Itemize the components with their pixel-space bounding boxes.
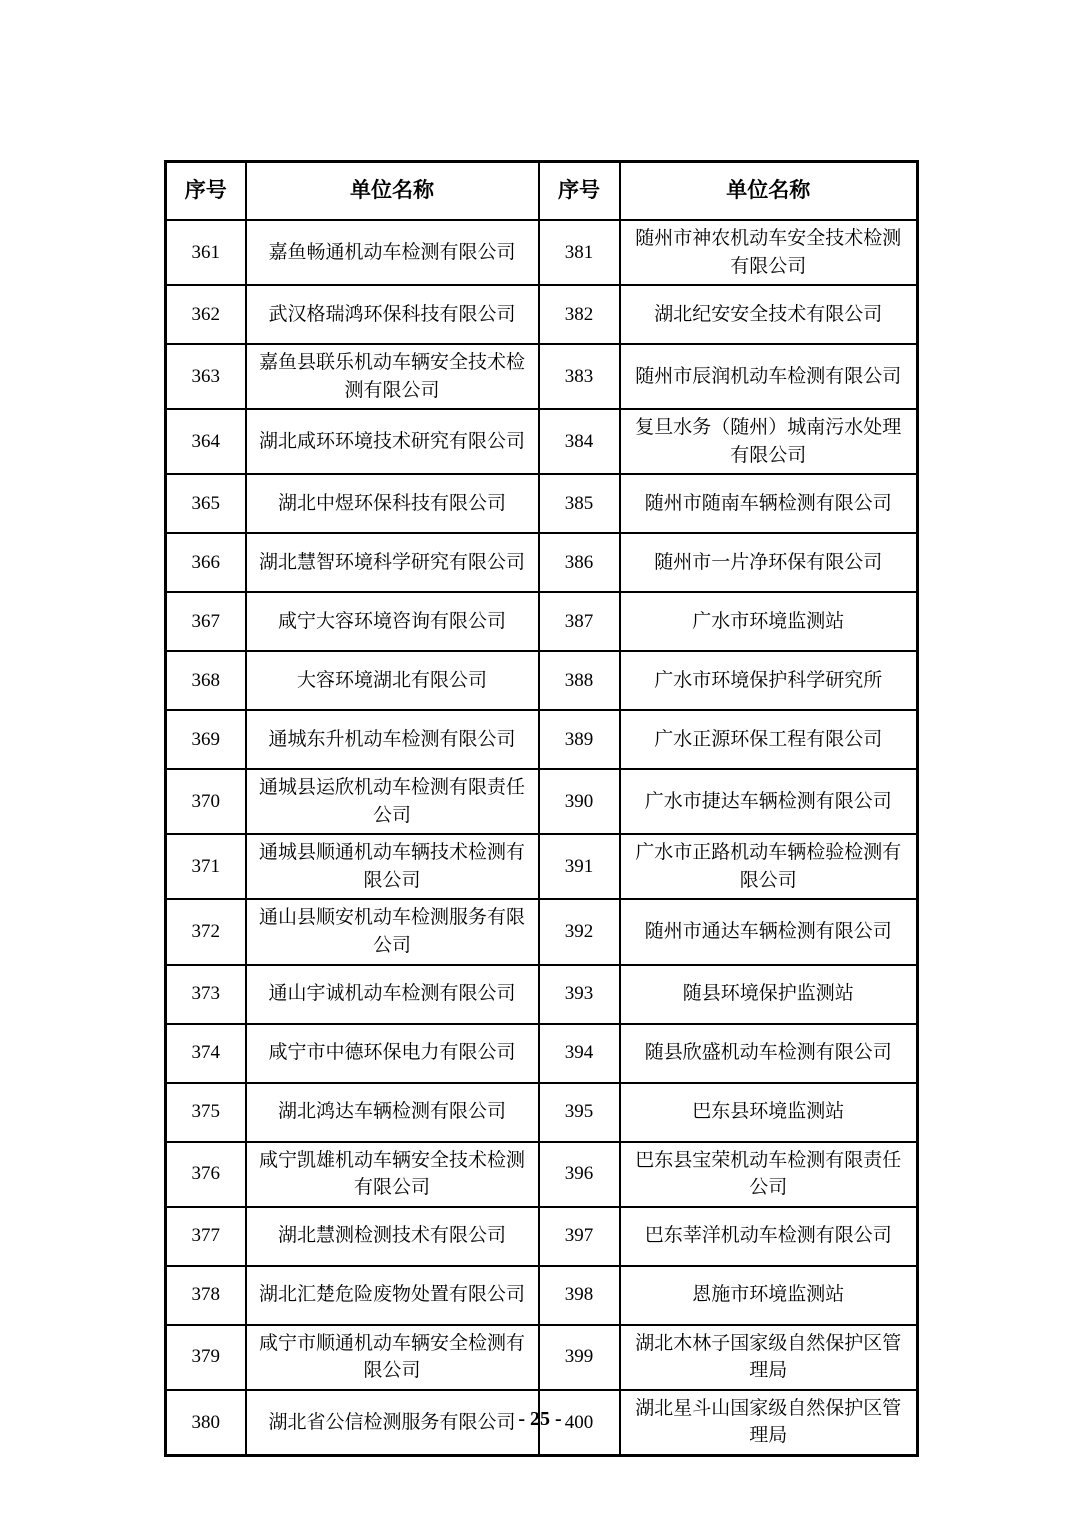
serial-number-cell: 386 <box>539 533 620 592</box>
unit-name-cell: 湖北纪安安全技术有限公司 <box>620 285 918 344</box>
serial-number-cell: 377 <box>166 1207 246 1266</box>
unit-name-cell: 湖北汇楚危险废物处置有限公司 <box>246 1266 539 1325</box>
unit-name-cell: 广水正源环保工程有限公司 <box>620 710 918 769</box>
table-row <box>166 1142 918 1207</box>
serial-number-cell: 390 <box>539 769 620 834</box>
footer-page-number: - 25 - <box>518 1408 562 1430</box>
header-unit-name-right: 单位名称 <box>620 162 918 221</box>
table-row <box>166 220 918 285</box>
table-row <box>166 1083 918 1142</box>
serial-number-cell: 382 <box>539 285 620 344</box>
unit-name-cell: 通城县顺通机动车辆技术检测有限公司 <box>246 834 539 899</box>
serial-number-cell: 370 <box>166 769 246 834</box>
table-row <box>166 651 918 710</box>
unit-name-cell: 巴东县宝荣机动车检测有限责任公司 <box>620 1142 918 1207</box>
header-row <box>166 162 918 221</box>
serial-number-cell: 372 <box>166 899 246 964</box>
serial-number-cell: 371 <box>166 834 246 899</box>
unit-name-cell: 咸宁大容环境咨询有限公司 <box>246 592 539 651</box>
unit-name-cell: 随县环境保护监测站 <box>620 965 918 1024</box>
serial-number-cell: 379 <box>166 1325 246 1390</box>
unit-name-cell: 广水市环境保护科学研究所 <box>620 651 918 710</box>
unit-name-cell: 咸宁市中德环保电力有限公司 <box>246 1024 539 1083</box>
table-row <box>166 285 918 344</box>
table-row <box>166 1024 918 1083</box>
unit-name-cell: 随州市辰润机动车检测有限公司 <box>620 344 918 409</box>
table-row <box>166 474 918 533</box>
unit-name-cell: 巴东县环境监测站 <box>620 1083 918 1142</box>
serial-number-cell: 391 <box>539 834 620 899</box>
unit-name-cell: 嘉鱼畅通机动车检测有限公司 <box>246 220 539 285</box>
unit-name-cell: 广水市正路机动车辆检验检测有限公司 <box>620 834 918 899</box>
unit-name-cell: 咸宁凯雄机动车辆安全技术检测有限公司 <box>246 1142 539 1207</box>
unit-name-cell: 湖北慧智环境科学研究有限公司 <box>246 533 539 592</box>
unit-name-cell: 通城县运欣机动车检测有限责任公司 <box>246 769 539 834</box>
serial-number-cell: 362 <box>166 285 246 344</box>
unit-name-cell: 随州市通达车辆检测有限公司 <box>620 899 918 964</box>
table-row <box>166 533 918 592</box>
header-unit-name-left: 单位名称 <box>246 162 539 221</box>
serial-number-cell: 366 <box>166 533 246 592</box>
serial-number-cell: 383 <box>539 344 620 409</box>
table-row <box>166 834 918 899</box>
table-row <box>166 769 918 834</box>
serial-number-cell: 365 <box>166 474 246 533</box>
serial-number-cell: 393 <box>539 965 620 1024</box>
serial-number-cell: 374 <box>166 1024 246 1083</box>
serial-number-cell: 364 <box>166 409 246 474</box>
serial-number-cell: 363 <box>166 344 246 409</box>
serial-number-cell: 367 <box>166 592 246 651</box>
serial-number-cell: 376 <box>166 1142 246 1207</box>
serial-number-cell: 380 <box>166 1390 246 1456</box>
unit-name-cell: 随州市一片净环保有限公司 <box>620 533 918 592</box>
unit-name-cell: 随县欣盛机动车检测有限公司 <box>620 1024 918 1083</box>
unit-name-cell: 恩施市环境监测站 <box>620 1266 918 1325</box>
unit-name-cell: 湖北中煜环保科技有限公司 <box>246 474 539 533</box>
table-row <box>166 1207 918 1266</box>
serial-number-cell: 375 <box>166 1083 246 1142</box>
table-header <box>166 162 918 221</box>
unit-name-cell: 湖北鸿达车辆检测有限公司 <box>246 1083 539 1142</box>
unit-name-cell: 复旦水务（随州）城南污水处理有限公司 <box>620 409 918 474</box>
serial-number-cell: 361 <box>166 220 246 285</box>
unit-name-cell: 湖北省公信检测服务有限公司 <box>246 1390 539 1456</box>
serial-number-cell: 396 <box>539 1142 620 1207</box>
unit-name-cell: 随州市随南车辆检测有限公司 <box>620 474 918 533</box>
table-row <box>166 1325 918 1390</box>
table-body <box>166 220 918 1455</box>
unit-name-cell: 湖北星斗山国家级自然保护区管理局 <box>620 1390 918 1456</box>
header-serial-number-left: 序号 <box>166 162 246 221</box>
serial-number-cell: 369 <box>166 710 246 769</box>
serial-number-cell: 397 <box>539 1207 620 1266</box>
table-row <box>166 1266 918 1325</box>
table-row <box>166 409 918 474</box>
serial-number-cell: 400 <box>539 1390 620 1456</box>
table-row <box>166 710 918 769</box>
serial-number-cell: 392 <box>539 899 620 964</box>
serial-number-cell: 398 <box>539 1266 620 1325</box>
serial-number-cell: 399 <box>539 1325 620 1390</box>
unit-name-cell: 嘉鱼县联乐机动车辆安全技术检测有限公司 <box>246 344 539 409</box>
table-row <box>166 899 918 964</box>
serial-number-cell: 378 <box>166 1266 246 1325</box>
unit-name-cell: 通山宇诚机动车检测有限公司 <box>246 965 539 1024</box>
table-row <box>166 344 918 409</box>
serial-number-cell: 385 <box>539 474 620 533</box>
unit-name-cell: 通城东升机动车检测有限公司 <box>246 710 539 769</box>
header-serial-number-right: 序号 <box>539 162 620 221</box>
unit-name-cell: 广水市捷达车辆检测有限公司 <box>620 769 918 834</box>
unit-name-cell: 随州市神农机动车安全技术检测有限公司 <box>620 220 918 285</box>
serial-number-cell: 368 <box>166 651 246 710</box>
unit-name-cell: 广水市环境监测站 <box>620 592 918 651</box>
serial-number-cell: 395 <box>539 1083 620 1142</box>
serial-number-cell: 381 <box>539 220 620 285</box>
table-row <box>166 965 918 1024</box>
unit-name-cell: 湖北咸环环境技术研究有限公司 <box>246 409 539 474</box>
table-row <box>166 592 918 651</box>
serial-number-cell: 389 <box>539 710 620 769</box>
unit-list-table <box>164 160 919 1457</box>
serial-number-cell: 388 <box>539 651 620 710</box>
unit-name-cell: 巴东莘洋机动车检测有限公司 <box>620 1207 918 1266</box>
serial-number-cell: 384 <box>539 409 620 474</box>
unit-name-cell: 湖北木林子国家级自然保护区管理局 <box>620 1325 918 1390</box>
unit-name-cell: 咸宁市顺通机动车辆安全检测有限公司 <box>246 1325 539 1390</box>
unit-name-cell: 武汉格瑞鸿环保科技有限公司 <box>246 285 539 344</box>
serial-number-cell: 394 <box>539 1024 620 1083</box>
serial-number-cell: 373 <box>166 965 246 1024</box>
serial-number-cell: 387 <box>539 592 620 651</box>
unit-name-cell: 大容环境湖北有限公司 <box>246 651 539 710</box>
unit-name-cell: 通山县顺安机动车检测服务有限公司 <box>246 899 539 964</box>
unit-name-cell: 湖北慧测检测技术有限公司 <box>246 1207 539 1266</box>
